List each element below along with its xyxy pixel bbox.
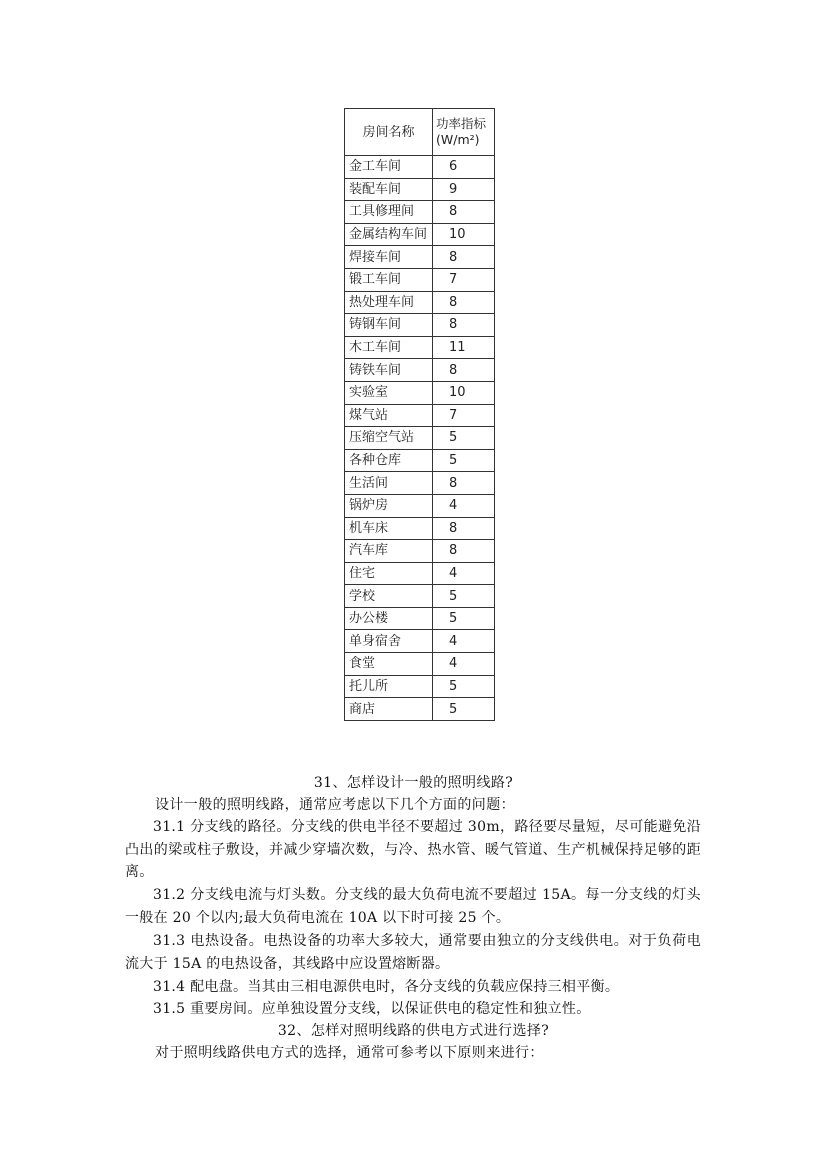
table-row — [345, 472, 495, 495]
room-name-cell: 单身宿舍 — [345, 630, 433, 653]
power-value-cell: 8 — [433, 359, 495, 382]
power-value-cell: 9 — [433, 178, 495, 201]
q31-intro: 设计一般的照明线路，通常应考虑以下几个方面的问题： — [155, 797, 515, 813]
room-name-cell: 金属结构车间 — [345, 223, 433, 246]
table-row — [345, 201, 495, 224]
room-name-cell: 实验室 — [345, 381, 433, 404]
power-value-cell: 8 — [433, 540, 495, 563]
table-header-row — [345, 109, 495, 156]
room-name-cell: 锅炉房 — [345, 494, 433, 517]
table-row — [345, 562, 495, 585]
paragraph-31-1: 31.1 分支线的路径。分支线的供电半径不要超过 30m，路径要尽量短，尽可能避免沿凸出的梁或柱子敷设，并减少穿墙次数，与冷、热水管、暖气管道、生产机械保持足够的距离。 — [125, 819, 701, 880]
room-name-cell: 焊接车间 — [345, 246, 433, 269]
q31-title: 31、怎样设计一般的照明线路? — [313, 775, 514, 791]
power-value-cell: 10 — [433, 223, 495, 246]
room-name-cell: 学校 — [345, 585, 433, 608]
room-name-cell: 机车床 — [345, 517, 433, 540]
power-value-cell: 5 — [433, 585, 495, 608]
room-name-cell: 热处理车间 — [345, 291, 433, 314]
power-value-cell: 7 — [433, 268, 495, 291]
power-value-cell: 8 — [433, 201, 495, 224]
room-name-cell: 压缩空气站 — [345, 427, 433, 450]
table-row — [345, 517, 495, 540]
table-row — [345, 449, 495, 472]
table-row — [345, 653, 495, 676]
q32-intro: 对于照明线路供电方式的选择，通常可参考以下原则来进行： — [155, 1045, 544, 1061]
power-value-cell: 5 — [433, 698, 495, 721]
room-name-cell: 住宅 — [345, 562, 433, 585]
power-value-cell: 4 — [433, 494, 495, 517]
table-row — [345, 698, 495, 721]
header-power-unit: (W/m²) — [436, 132, 480, 147]
power-value-cell: 11 — [433, 336, 495, 359]
power-index-table — [344, 108, 495, 721]
paragraph-31-2: 31.2 分支线电流与灯头数。分支线的最大负荷电流不要超过 15A。每一分支线的灯头一般在 20 个以内;最大负荷电流在 10A 以下时可接 25 个。 — [125, 887, 701, 926]
q32-title: 32、怎样对照明线路的供电方式进行选择? — [277, 1023, 550, 1039]
power-value-cell: 4 — [433, 653, 495, 676]
power-value-cell: 10 — [433, 381, 495, 404]
room-name-cell: 锻工车间 — [345, 268, 433, 291]
power-value-cell: 8 — [433, 314, 495, 337]
room-name-cell: 木工车间 — [345, 336, 433, 359]
paragraph-31-3: 31.3 电热设备。电热设备的功率大多较大，通常要由独立的分支线供电。对于负荷电流大于 15A 的电热设备，其线路中应设置熔断器。 — [125, 933, 701, 972]
table-row — [345, 540, 495, 563]
power-value-cell: 5 — [433, 449, 495, 472]
table-row — [345, 359, 495, 382]
power-value-cell: 8 — [433, 472, 495, 495]
room-name-cell: 食堂 — [345, 653, 433, 676]
power-value-cell: 6 — [433, 156, 495, 179]
table-row — [345, 268, 495, 291]
table-row — [345, 427, 495, 450]
room-name-cell: 汽车库 — [345, 540, 433, 563]
table-row — [345, 675, 495, 698]
power-value-cell: 5 — [433, 427, 495, 450]
paragraph-31-4: 31.4 配电盘。当其由三相电源供电时，各分支线的负载应保持三相平衡。 — [153, 979, 620, 995]
table-row — [345, 223, 495, 246]
table-row — [345, 156, 495, 179]
table-body — [345, 156, 495, 721]
room-name-cell: 工具修理间 — [345, 201, 433, 224]
header-power-index — [433, 109, 495, 156]
table-row — [345, 246, 495, 269]
table-row — [345, 314, 495, 337]
table-row — [345, 336, 495, 359]
table-row — [345, 607, 495, 630]
power-value-cell: 4 — [433, 630, 495, 653]
table-row — [345, 630, 495, 653]
power-value-cell: 8 — [433, 291, 495, 314]
room-name-cell: 办公楼 — [345, 607, 433, 630]
room-name-cell: 商店 — [345, 698, 433, 721]
paragraph-31-5: 31.5 重要房间。应单独设置分支线，以保证供电的稳定性和独立性。 — [153, 1001, 591, 1017]
room-name-cell: 铸铁车间 — [345, 359, 433, 382]
room-name-cell: 铸钢车间 — [345, 314, 433, 337]
room-name-cell: 托儿所 — [345, 675, 433, 698]
power-value-cell: 8 — [433, 517, 495, 540]
table-row — [345, 381, 495, 404]
room-name-cell: 金工车间 — [345, 156, 433, 179]
power-value-cell: 8 — [433, 246, 495, 269]
table-row — [345, 494, 495, 517]
table-row — [345, 178, 495, 201]
room-name-cell: 各种仓库 — [345, 449, 433, 472]
room-name-cell: 装配车间 — [345, 178, 433, 201]
table-row — [345, 291, 495, 314]
table-row — [345, 585, 495, 608]
room-name-cell: 生活间 — [345, 472, 433, 495]
header-room-name: 房间名称 — [345, 109, 433, 156]
power-value-cell: 5 — [433, 607, 495, 630]
header-power-index-label: 功率指标 — [436, 116, 487, 131]
power-value-cell: 4 — [433, 562, 495, 585]
room-name-cell: 煤气站 — [345, 404, 433, 427]
table-row — [345, 404, 495, 427]
power-value-cell: 5 — [433, 675, 495, 698]
power-value-cell: 7 — [433, 404, 495, 427]
